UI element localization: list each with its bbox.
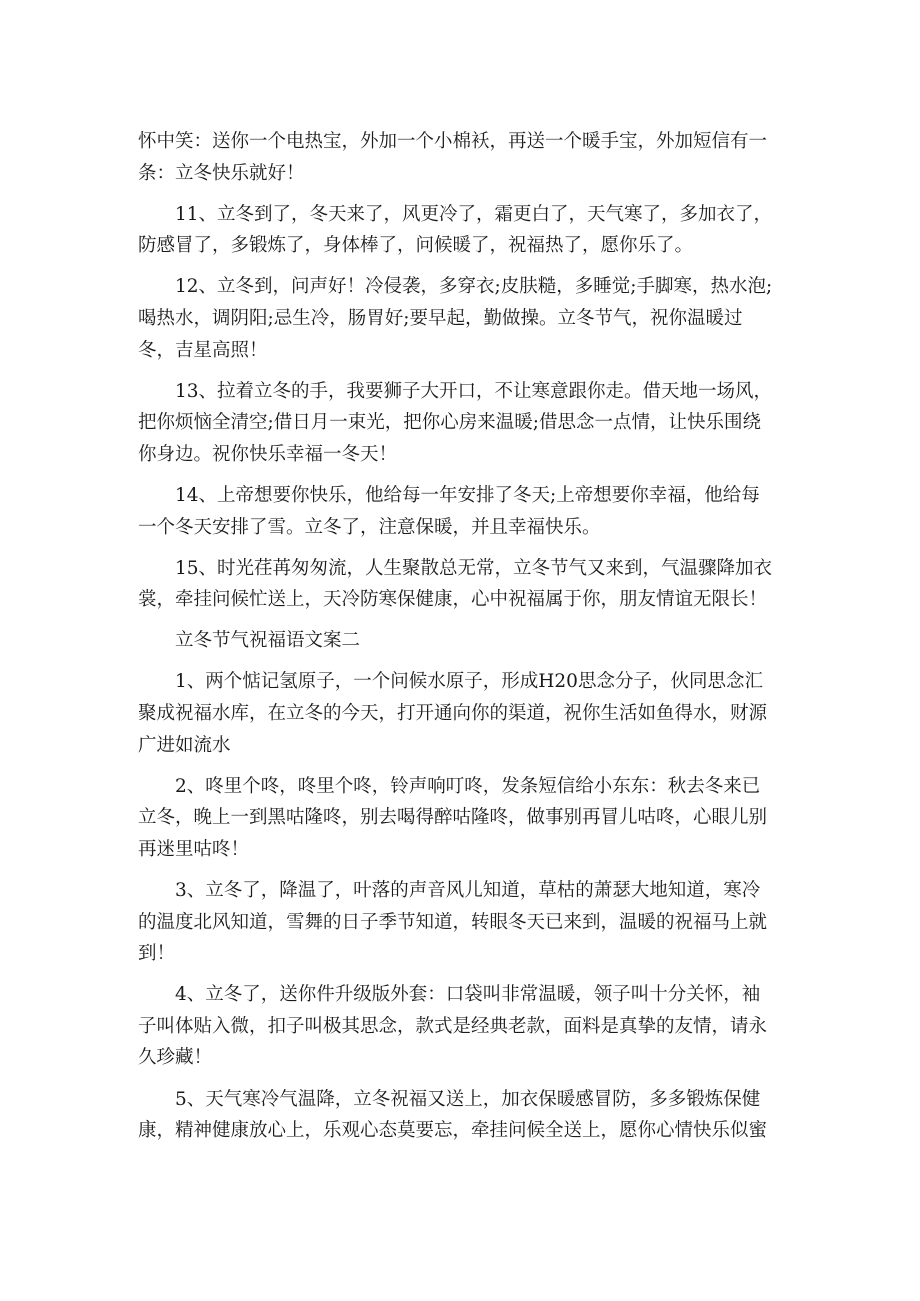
paragraph-item-5: 5、天气寒冷气温降，立冬祝福又送上，加衣保暖感冒防，多多锻炼保健康，精神健康放心上，乐观心态莫要忘，牵挂问候全送上，愿你心情快乐似蜜 [138, 1088, 768, 1142]
paragraph-item-15: 15、时光荏苒匆匆流，人生聚散总无常，立冬节气又来到，气温骤降加衣裳，牵挂问候忙送上，天冷防寒保健康，心中祝福属于你，朋友情谊无限长！ [138, 557, 773, 611]
document-page [138, 126, 778, 1156]
paragraph-item-4: 4、立冬了，送你件升级版外套：口袋叫非常温暖，领子叫十分关怀，袖子叫体贴入微，扣子叫极其思念，款式是经典老款，面料是真挚的友情，请永久珍藏！ [138, 984, 768, 1069]
paragraph-item-13: 13、拉着立冬的手，我要狮子大开口，不让寒意跟你走。借天地一场风，把你烦恼全清空;借日月一束光，把你心房来温暖;借思念一点情，让快乐围绕你身边。祝你快乐幸福一冬天！ [138, 380, 773, 465]
paragraph-item-1: 1、两个惦记氢原子，一个问候水原子，形成H20思念分子，伙同思念汇聚成祝福水库，在立冬的今天，打开通向你的渠道，祝你生活如鱼得水，财源广进如流水 [138, 671, 768, 756]
paragraph-item-3: 3、立冬了，降温了，叶落的声音风儿知道，草枯的萧瑟大地知道，寒冷的温度北风知道，雪舞的日子季节知道，转眼冬天已来到，温暖的祝福马上就到！ [138, 879, 768, 965]
paragraph-item-14: 14、上帝想要你快乐，他给每一年安排了冬天;上帝想要你幸福，他给每一个冬天安排了雪。立冬了，注意保暖，并且幸福快乐。 [138, 484, 760, 538]
section-heading: 立冬节气祝福语文案二 [175, 630, 361, 652]
paragraph-item-2: 2、咚里个咚，咚里个咚，铃声响叮咚，发条短信给小东东：秋去冬来已立冬，晚上一到黑咕隆咚，别去喝得醉咕隆咚，做事别再冒儿咕咚，心眼儿别再迷里咕咚！ [138, 775, 768, 860]
paragraph-continuation: 怀中笑：送你一个电热宝，外加一个小棉袄，再送一个暖手宝，外加短信有一条：立冬快乐就好！ [138, 131, 768, 184]
paragraph-item-12: 12、立冬到，问声好！冷侵袭，多穿衣;皮肤糙，多睡觉;手脚寒，热水泡;喝热水，调阴阳;忌生冷，肠胃好;要早起，勤做操。立冬节气，祝你温暖过冬，吉星高照！ [138, 276, 773, 361]
paragraph-item-11: 11、立冬到了，冬天来了，风更冷了，霜更白了，天气寒了，多加衣了，防感冒了，多锻炼了，身体棒了，问候暖了，祝福热了，愿你乐了。 [138, 203, 773, 257]
